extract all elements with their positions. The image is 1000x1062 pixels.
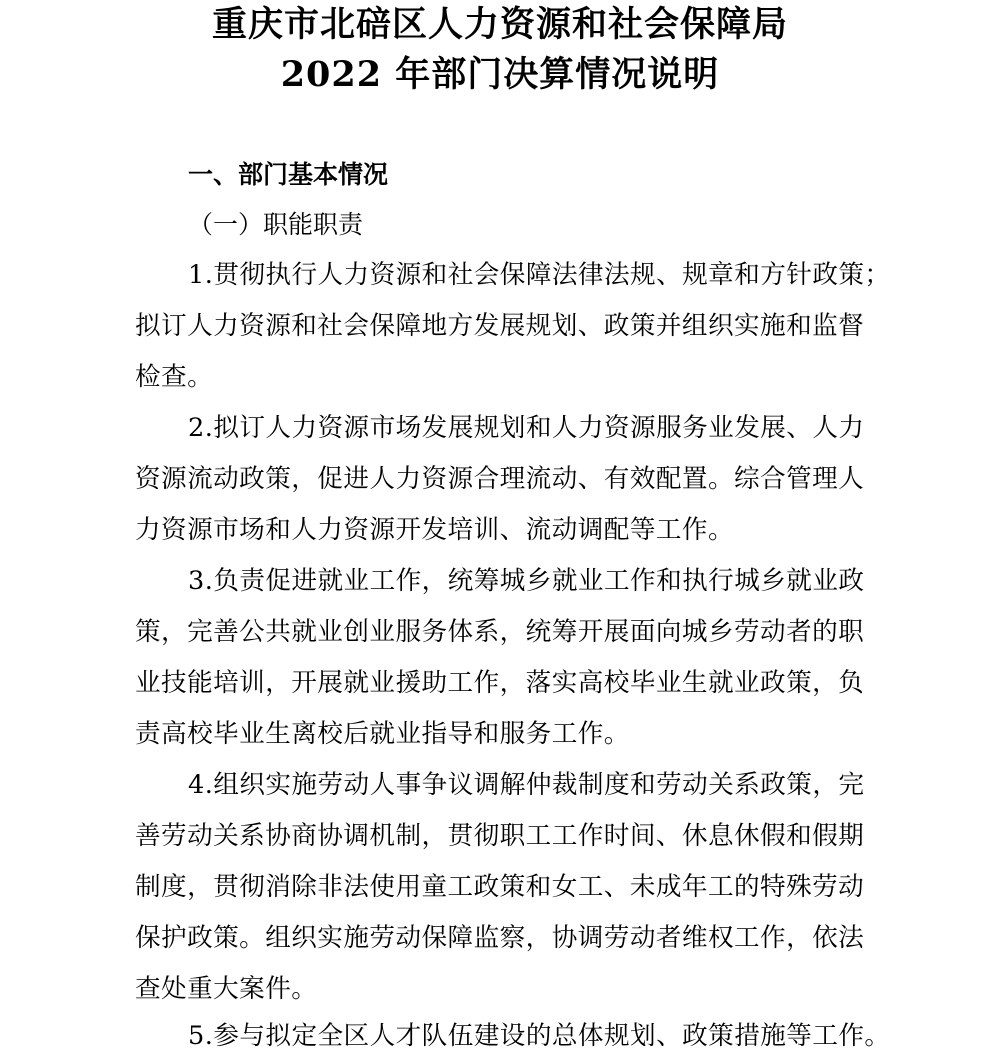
paragraph-line: 3.负责促进就业工作，统筹城乡就业工作和执行城乡就业政	[188, 566, 865, 596]
paragraph-line: 保护政策。组织实施劳动保障监察，协调劳动者维权工作，依法	[135, 923, 865, 953]
paragraph-line: 1.贯彻执行人力资源和社会保障法律法规、规章和方针政策；	[188, 260, 891, 290]
paragraph-2	[135, 403, 895, 556]
paragraph-line: 检查。	[135, 362, 214, 392]
section-heading: 一、部门基本情况	[188, 160, 389, 189]
paragraph-line: 责高校毕业生离校后就业指导和服务工作。	[135, 719, 630, 749]
paragraph-line: 业技能培训，开展就业援助工作，落实高校毕业生就业政策，负	[135, 668, 865, 698]
paragraph-line: 5.参与拟定全区人才队伍建设的总体规划、政策措施等工作。	[188, 1021, 891, 1051]
paragraph-line: 2.拟订人力资源市场发展规划和人力资源服务业发展、人力	[188, 413, 865, 443]
paragraph-line: 查处重大案件。	[135, 974, 318, 1004]
paragraph-line: 力资源市场和人力资源开发培训、流动调配等工作。	[135, 515, 735, 545]
paragraph-line: 拟订人力资源和社会保障地方发展规划、政策并组织实施和监督	[135, 311, 865, 341]
paragraph-line: 资源流动政策，促进人力资源合理流动、有效配置。综合管理人	[135, 464, 865, 494]
paragraph-line: 策，完善公共就业创业服务体系，统筹开展面向城乡劳动者的职	[135, 617, 865, 647]
paragraph-line: 善劳动关系协商协调机制，贯彻职工工作时间、休息休假和假期	[135, 821, 865, 851]
paragraph-line: 4.组织实施劳动人事争议调解仲裁制度和劳动关系政策，完	[188, 770, 865, 800]
subsection-heading: （一）职能职责	[188, 210, 364, 239]
paragraph-1	[135, 250, 895, 403]
paragraph-5	[135, 1011, 895, 1062]
paragraph-3	[135, 556, 895, 760]
document-title-line2: 2022 年部门决算情况说明	[280, 54, 720, 95]
paragraph-line: 制度，贯彻消除非法使用童工政策和女工、未成年工的特殊劳动	[135, 872, 865, 902]
paragraph-4	[135, 760, 895, 1015]
document-title-line1: 重庆市北碚区人力资源和社会保障局	[211, 4, 788, 45]
